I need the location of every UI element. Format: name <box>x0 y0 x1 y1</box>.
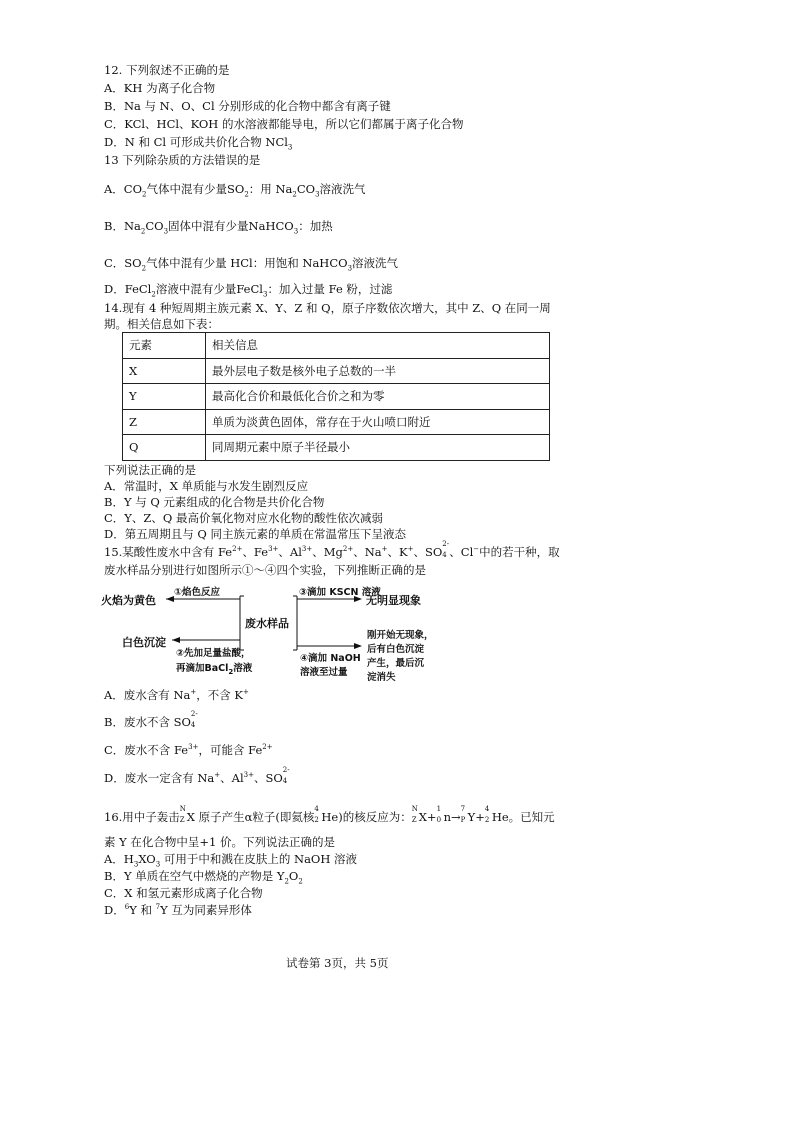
diagram-result-2: 白色沉淀 <box>122 636 166 649</box>
q16-option-b: B．Y 单质在空气中燃烧的产物是 $Y_2O_2$ <box>104 869 303 886</box>
diagram-result-4-line1: 刚开始无现象， <box>367 630 434 641</box>
q16-stem-line1: 16.用中子轰击 N Z X 原子产生α粒子(即氦核 4 2 He)的核反应为： N Z X+ 1 0 n→ 7 P Y+ 4 2 He。已知元 <box>104 805 555 824</box>
diagram-center-sample: 废水样品 <box>245 617 289 630</box>
q14-option-b: B．Y 与 Q 元素组成的化合物是共价化合物 <box>104 495 325 509</box>
diagram-experiment-3: ③滴加 KSCN 溶液 <box>299 587 381 598</box>
q13-stem: 13 下列除杂质的方法错误的是 <box>104 153 261 167</box>
q15-option-d: D．废水一定含有 Na+、$Al^{3+}$、SO 2- 4 <box>104 766 290 785</box>
q15-option-c: C．废水不含 $Fe^{3+}$，可能含 $Fe^{2+}$ <box>104 743 273 757</box>
diagram-experiment-1: ①焰色反应 <box>174 587 221 598</box>
q12-option-d: D．N 和 Cl 可形成共价化合物 NCl$_3$ <box>104 135 293 152</box>
q15-stem-line1: 15.某酸性废水中含有 $Fe^{2+}$、$Fe^{3+}$、$Al^{3+}$、$Mg^{2+}$、Na+、K+、SO 2- 4 、Cl−中的若干种，取 <box>104 540 560 559</box>
diagram-result-4-line2: 后有白色沉淀 <box>367 644 425 655</box>
diagram-result-4-line3: 产生，最后沉 <box>367 658 425 669</box>
table-cell: 最外层电子数是核外电子总数的一半 <box>206 358 550 384</box>
table-cell: 单质为淡黄色固体，常存在于火山喷口附近 <box>206 409 550 435</box>
q12-option-c: C．KCl、HCl、KOH 的水溶液都能导电，所以它们都属于离子化合物 <box>104 117 464 131</box>
q16-stem-line2: 素 Y 在化合物中呈+1 价。下列说法正确的是 <box>104 835 336 849</box>
table-cell: Y <box>123 384 206 410</box>
table-header-cell: 元素 <box>123 333 206 359</box>
diagram-experiment-4-line2: 溶液至过量 <box>300 667 348 678</box>
q16-option-a: A．$H_3XO_3$ 可用于中和溅在皮肤上的 NaOH 溶液 <box>104 852 358 869</box>
q12-option-a: A．KH 为离子化合物 <box>104 81 216 95</box>
q14-option-c: C．Y、Z、Q 最高价氧化物对应水化物的酸性依次减弱 <box>104 511 383 525</box>
q12-stem: 12. 下列叙述不正确的是 <box>104 63 230 77</box>
q14-ask: 下列说法正确的是 <box>104 463 196 477</box>
q13-option-c: C．$SO_2$气体中混有少量 HCl：用饱和 NaHCO$_3$溶液洗气 <box>104 256 399 273</box>
q16-option-c: C．X 和氢元素形成离子化合物 <box>104 886 263 900</box>
q15-option-b: B．废水不含 SO 2- 4 <box>104 710 198 729</box>
q13-option-a: A．$CO_2$气体中混有少量$SO_2$：用 $Na_2CO_3$溶液洗气 <box>104 182 366 199</box>
diagram-experiment-2-line1: ②先加足量盐酸， <box>176 648 251 659</box>
table-cell: 同周期元素中原子半径最小 <box>206 435 550 461</box>
table-cell: X <box>123 358 206 384</box>
q14-option-a: A．常温时，X 单质能与水发生剧烈反应 <box>104 479 309 493</box>
table-cell: Z <box>123 409 206 435</box>
diagram-experiment-4-line1: ④滴加 NaOH <box>300 653 361 664</box>
q13-option-d: D．FeCl$_2$溶液中混有少量FeCl$_3$：加入过量 Fe 粉，过滤 <box>104 282 393 299</box>
diagram-result-4-line4: 淀消失 <box>367 672 396 683</box>
q15-option-a: A．废水含有 Na+，不含 K+ <box>104 688 249 702</box>
q13-option-b: B．$Na_2CO_3$固体中混有少量NaHCO$_3$：加热 <box>104 219 333 236</box>
q14-option-d: D．第五周期且与 Q 同主族元素的单质在常温常压下呈液态 <box>104 527 406 541</box>
q16-option-d: D．$^6$Y 和 $^7$Y 互为同素异形体 <box>104 903 252 917</box>
diagram-result-1: 火焰为黄色 <box>101 594 156 607</box>
table-cell: 最高化合价和最低化合价之和为零 <box>206 384 550 410</box>
diagram-result-3: 无明显现象 <box>366 594 421 607</box>
diagram-experiment-2-line2: 再滴加BaCl$_2$溶液 <box>176 663 253 676</box>
q12-option-b: B．Na 与 N、O、Cl 分别形成的化合物中都含有离子键 <box>104 99 391 113</box>
q14-stem-line2: 期。相关信息如下表： <box>104 317 219 331</box>
page-footer: 试卷第 3页，共 5页 <box>286 956 389 970</box>
table-cell: Q <box>123 435 206 461</box>
q14-stem-line1: 14.现有 4 种短周期主族元素 X、Y、Z 和 Q，原子序数依次增大，其中 Z、Q 在同一周 <box>104 301 551 315</box>
table-header-cell: 相关信息 <box>206 333 550 359</box>
q15-stem-line2: 废水样品分别进行如图所示①～④四个实验，下列推断正确的是 <box>104 563 426 577</box>
